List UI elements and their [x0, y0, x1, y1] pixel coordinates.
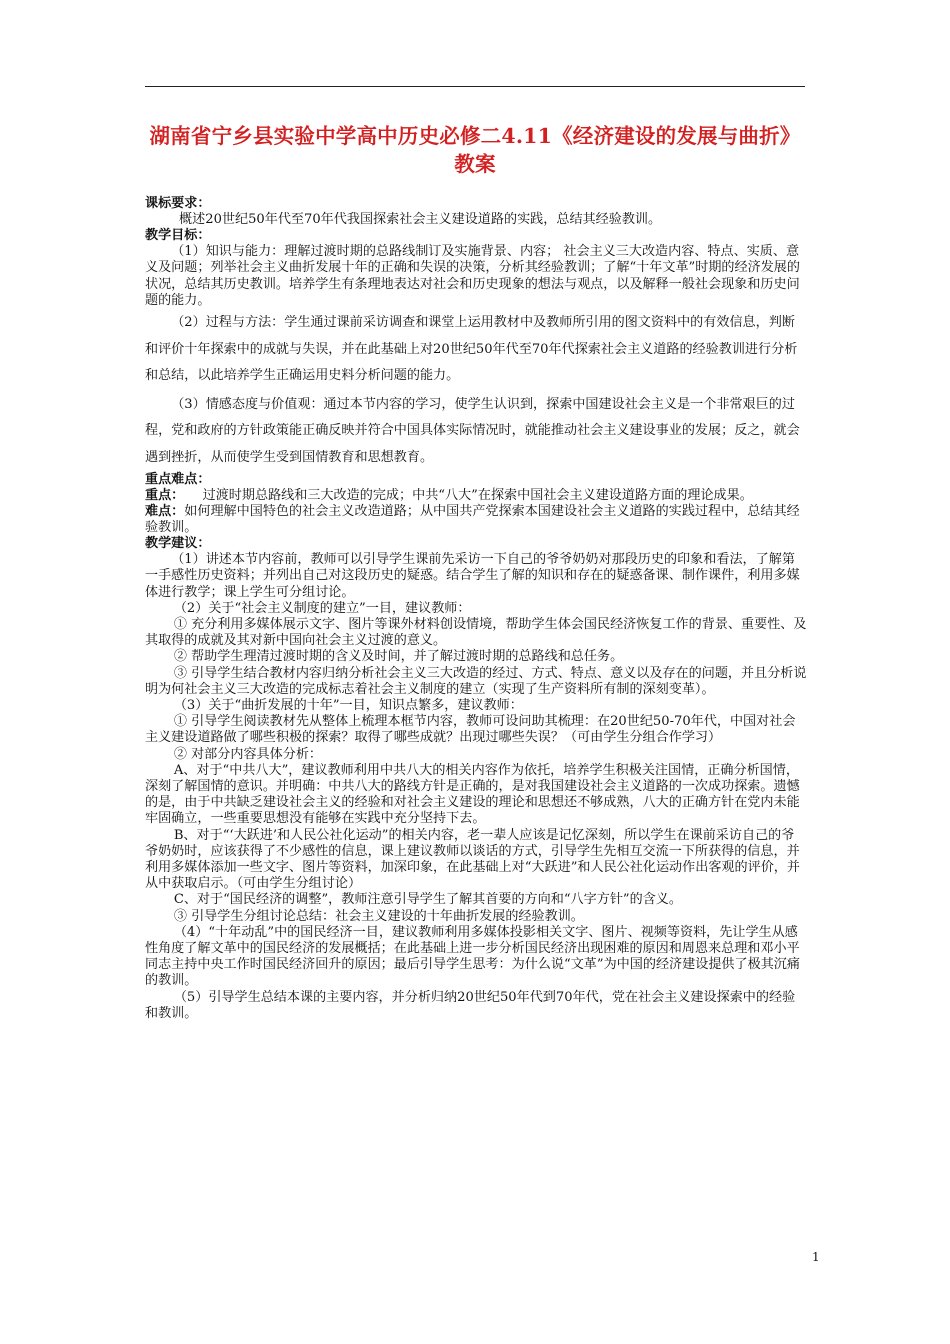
nandian-line [145, 504, 807, 536]
mubiao-paragraph-1: （1）知识与能力：理解过渡时期的总路线制订及实施背景、内容； 社会主义三大改造内容、特点、实质、意义及问题；列举社会主义曲折发展十年的正确和失误的决策，分析其经验教训；了解“十年文革”时期的经济发展的状况，总结其历史教训。培养学生有条理地表达对社会和历史现象的想法与观点，以及解释一般社会现象和历史问题的能力。 [145, 244, 800, 308]
jianyi-paragraph-10: B、对于“‘大跃进’和人民公社化运动”的相关内容，老一辈人应该是记忆深刻，所以学生在课前采访自己的爷爷奶奶时，应该获得了不少感性的信息，课上建议教师以谈话的方式，引导学生先相互交流一下所获得的信息，并利用多媒体添加一些文字、图片等资料，加深印象，在此基础上对“大跃进”和人民公社化运动作出客观的评价，并从中获取启示。（可由学生分组讨论） [145, 827, 800, 892]
jianyi-paragraph-9: A、对于“中共八大”，建议教师利用中共八大的相关内容作为依托，培养学生积极关注国情，正确分析国情，深刻了解国情的意识。并明确：中共八大的路线方针是正确的，是对我国建设社会主义道路的一次成功探索。遗憾的是，由于中共缺乏建设社会主义的经验和对社会主义建设的理论和思想还不够成熟，八大的正确方针在党内未能牢固确立，一些重要思想没有能够在实践中充分坚持下去。 [145, 762, 800, 827]
jianyi-paragraph-3: ① 充分利用多媒体展示文字、图片等课外材料创设情境，帮助学生体会国民经济恢复工作的背景、重要性、及其取得的成就及其对新中国向社会主义过渡的意义。 [145, 617, 807, 649]
zhongdian-text: 过渡时期总路线和三大改造的完成；中共“八大”在探索中国社会主义建设道路方面的理论成果。 [202, 487, 753, 503]
jianyi-paragraph-11: C、对于“国民经济的调整”，教师注意引导学生了解其首要的方向和“八字方针”的含义。 [173, 892, 682, 908]
jianyi-paragraph-7: ① 引导学生阅读教材先从整体上梳理本框节内容，教师可设问助其梳理：在20世纪50-70年代，中国对社会主义建设道路做了哪些积极的探索？取得了哪些成就？出现过哪些失误？（可由学生分组合作学习） [145, 714, 796, 746]
zhongdian-label: 重点： [145, 487, 185, 503]
document-body [145, 196, 807, 1022]
jianyi-paragraph-8: ② 对部分内容具体分析： [173, 746, 323, 762]
section-heading-kebiao: 课标要求： [145, 196, 211, 211]
kebiao-text: 概述20世纪50年代至70年代我国探索社会主义建设道路的实践，总结其经验教训。 [179, 212, 662, 227]
nandian-text: 如何理解中国特色的社会主义改造道路；从中国共产党探索本国建设社会主义道路的实践过程中，总结其经验教训。 [145, 503, 800, 535]
section-heading-zhongnan: 重点难点： [145, 471, 211, 487]
jianyi-paragraph-6: （3）关于“曲折发展的十年”一目，知识点繁多，建议教师： [173, 698, 523, 714]
page-number: 1 [812, 1250, 820, 1264]
header-rule [145, 86, 805, 87]
mubiao-paragraph-2: （2）过程与方法：学生通过课前采访调查和课堂上运用教材中及教师所引用的图文资料中的有效信息，判断和评价十年探索中的成就与失误，并在此基础上对20世纪50年代至70年代探索社会主义道路的经验教训进行分析和总结，以此培养学生正确运用史料分析问题的能力。 [145, 315, 798, 384]
document-title: 湖南省宁乡县实验中学高中历史必修二4.11《经济建设的发展与曲折》教案 [149, 124, 801, 176]
section-heading-jianyi: 教学建议： [145, 536, 211, 552]
zhongdian-line [145, 488, 807, 504]
jianyi-paragraph-2: （2）关于“社会主义制度的建立”一目，建议教师： [173, 600, 471, 616]
section-heading-mubiao: 教学目标： [145, 228, 211, 244]
jianyi-paragraph-12: ③ 引导学生分组讨论总结：社会主义建设的十年曲折发展的经验教训。 [173, 908, 584, 924]
nandian-label: 难点： [145, 503, 185, 519]
jianyi-paragraph-5: ③ 引导学生结合教材内容归纳分析社会主义三大改造的经过、方式、特点、意义以及存在的问题，并且分析说明为何社会主义三大改造的完成标志着社会主义制度的建立（实现了生产资料所有制的深刻变革）。 [145, 665, 807, 697]
jianyi-paragraph-1: （1）讲述本节内容前，教师可以引导学生课前先采访一下自己的爷爷奶奶对那段历史的印象和看法，了解第一手感性历史资料；并列出自己对这段历史的疑惑。结合学生了解的知识和存在的疑惑备课、制作课件，利用多媒体进行教学；课上学生可分组讨论。 [145, 552, 800, 600]
jianyi-paragraph-14: （5）引导学生总结本课的主要内容，并分析归纳20世纪50年代到70年代，党在社会主义建设探索中的经验和教训。 [145, 989, 796, 1021]
jianyi-paragraph-4: ② 帮助学生理清过渡时期的含义及时间，并了解过渡时期的总路线和总任务。 [173, 649, 624, 665]
mubiao-paragraph-3: （3）情感态度与价值观：通过本节内容的学习，使学生认识到，探索中国建设社会主义是一个非常艰巨的过程，党和政府的方针政策能正确反映并符合中国具体实际情况时，就能推动社会主义建设事业的发展；反之，就会遇到挫折，从而使学生受到国情教育和思想教育。 [145, 396, 800, 465]
jianyi-paragraph-13: （4）“十年动乱”中的国民经济一目，建议教师利用多媒体投影相关文字、图片、视频等资料，先让学生从感性角度了解文革中的国民经济的发展概括；在此基础上进一步分析国民经济出现困难的原因和周恩来总理和邓小平同志主持中央工作时国民经济回升的原因；最后引导学生思考：为什么说“文革”为中国的经济建设提供了极其沉痛的教训。 [145, 924, 800, 989]
